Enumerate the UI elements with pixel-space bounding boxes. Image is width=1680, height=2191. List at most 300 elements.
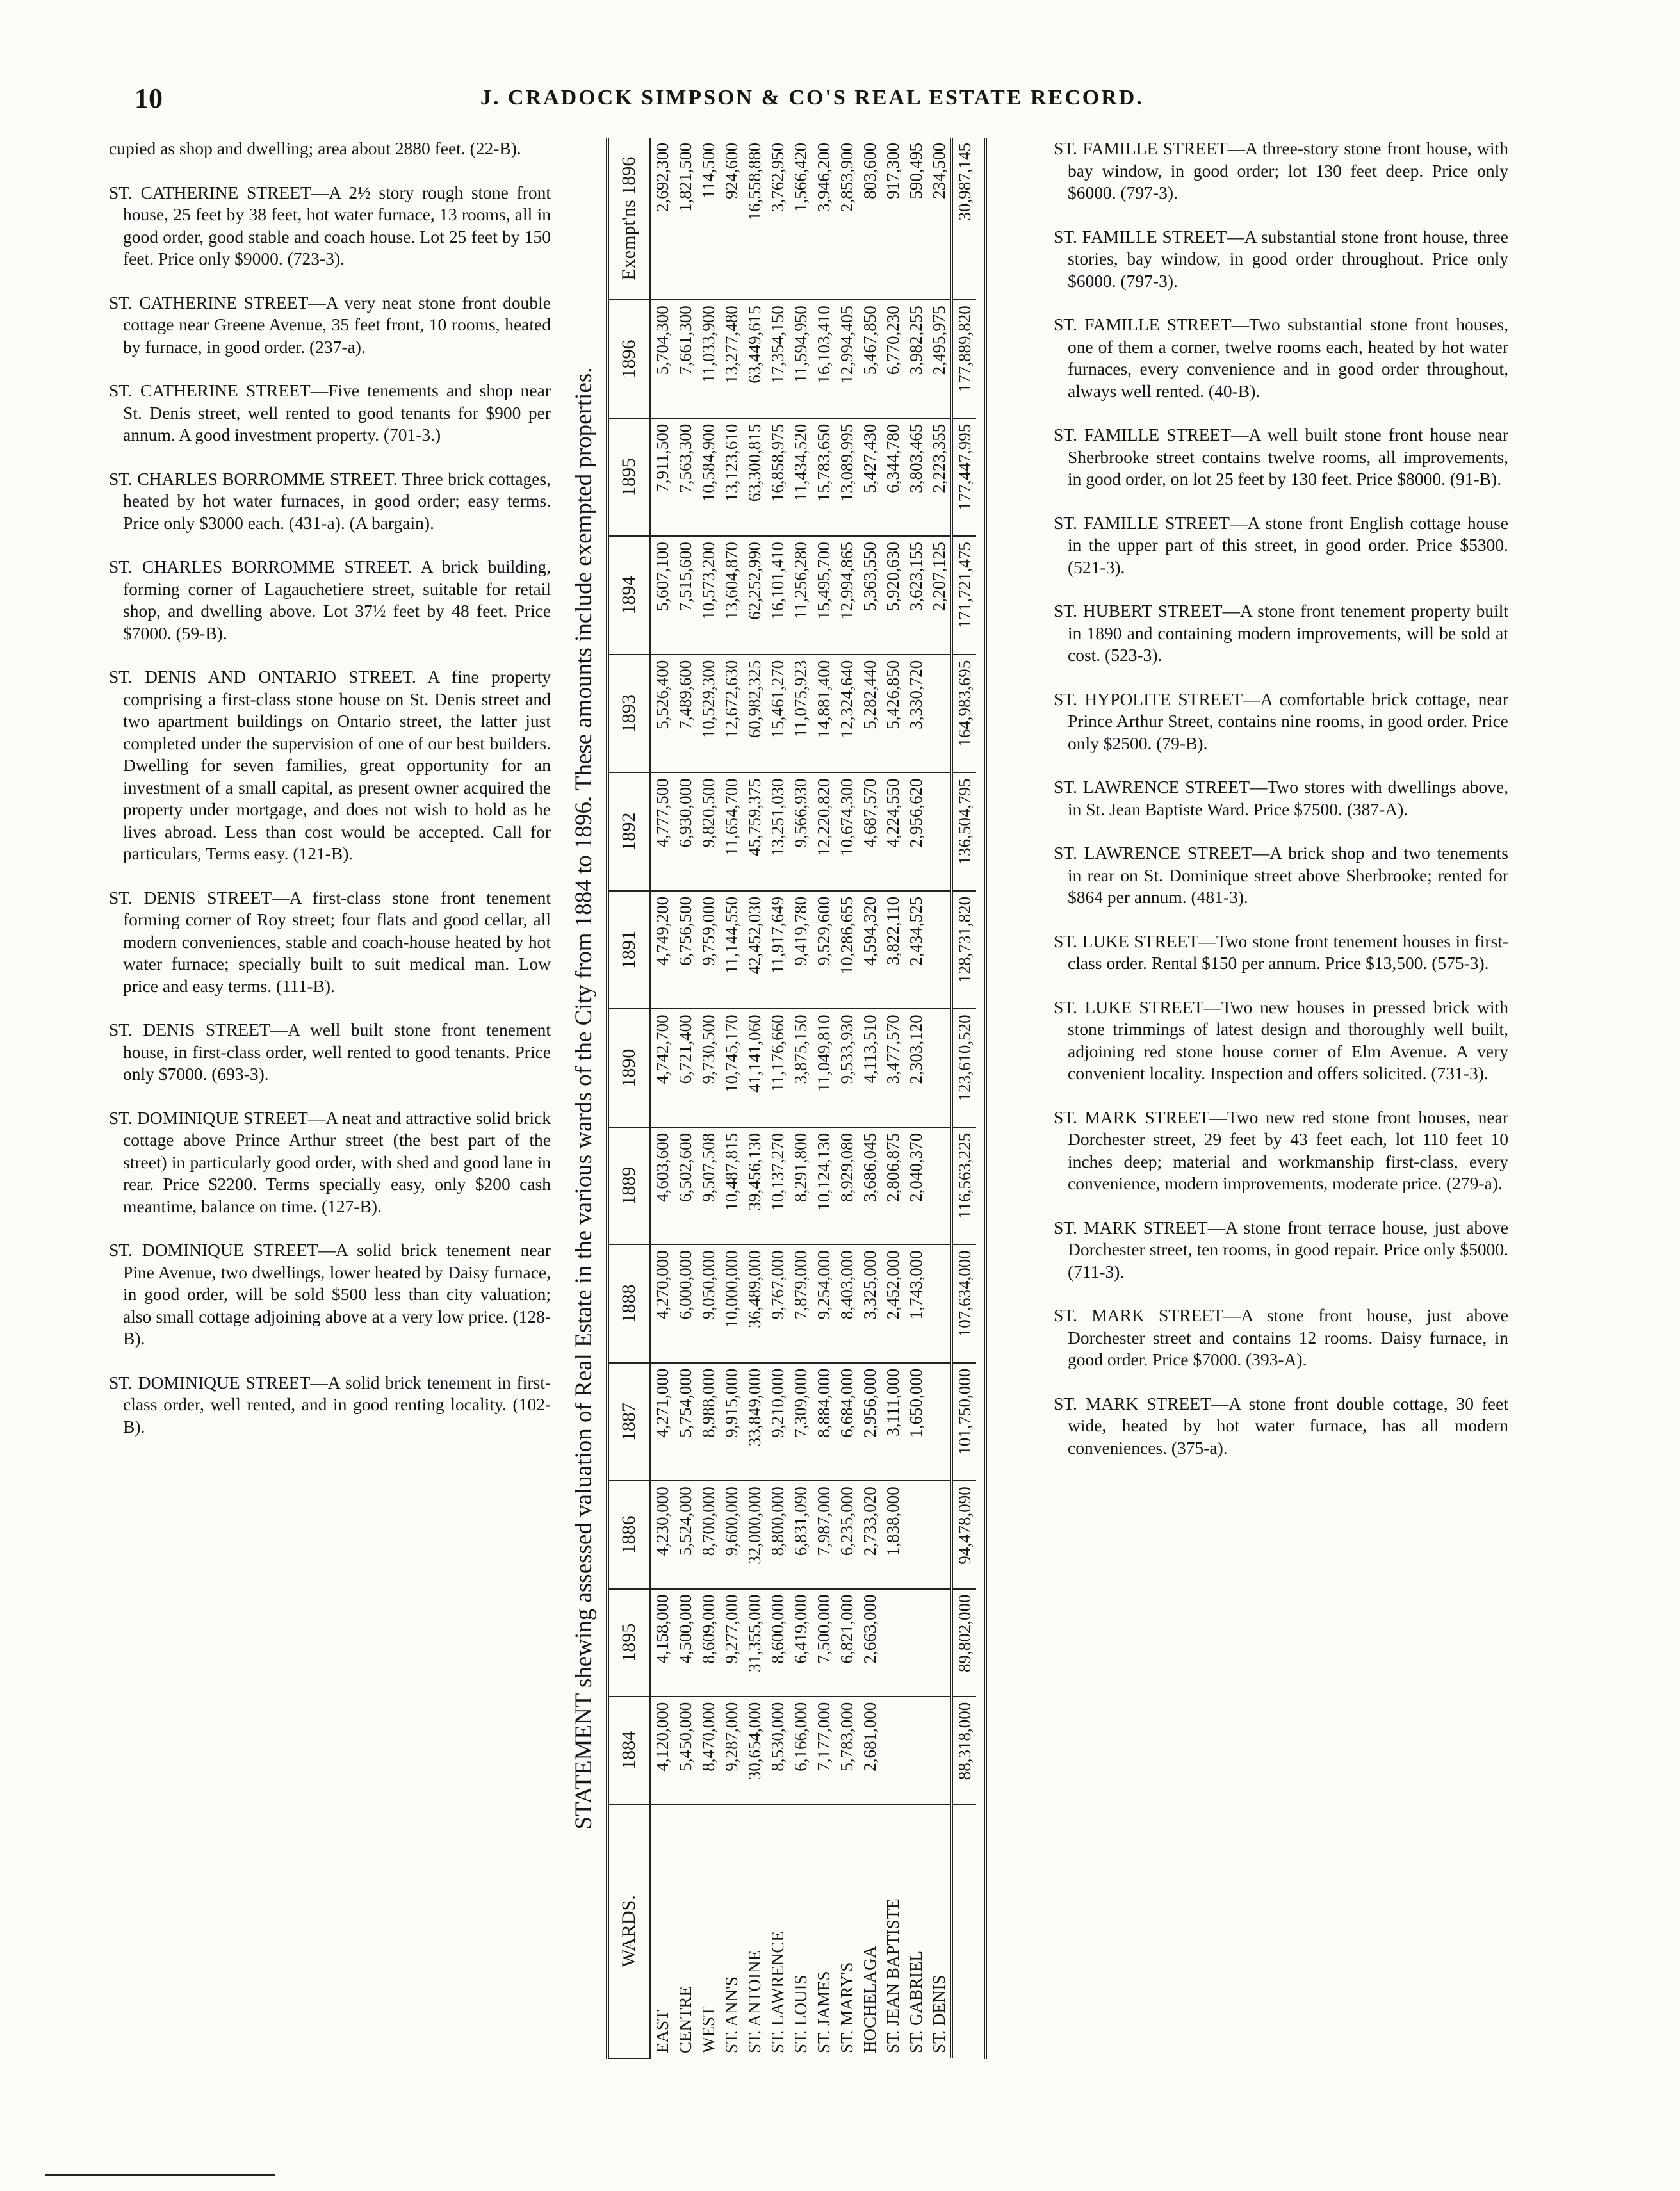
listing-text: —A solid brick tenement near Pine Avenue, two dwellings, lower heated by Daisy furnace, in good order, will be sold $500 less than city valuation; also small cottage adjoining above at a very low price. (128-B). [123, 1240, 551, 1348]
ward-name-cell: WEST [699, 2006, 718, 2053]
listing-street-name: ST. LUKE STREET [1054, 931, 1199, 951]
listing-street-name: ST. FAMILLE STREET [1054, 425, 1232, 444]
table-row [674, 138, 697, 2058]
valuation-cell: 2,853,900 [835, 138, 858, 300]
table-row [766, 138, 789, 2058]
table-row [858, 138, 881, 2058]
valuation-cell: 3,762,950 [766, 138, 789, 300]
listing-text: —A substantial stone front house, three stories, bay window, in good order throughout. Price only $6000. (797-3). [1068, 226, 1509, 291]
valuation-cell: 9,507,508 [697, 1127, 720, 1244]
listing-paragraph [1054, 512, 1508, 579]
valuation-cell: 9,759,000 [697, 891, 720, 1009]
valuation-cell [927, 1589, 952, 1697]
listing-text: —A stone front terrace house, just above Dorchester street, ten rooms, in good repair. Price only $5000. (711-3). [1068, 1217, 1508, 1282]
listing-street-name: ST. MARK STREET [1054, 1217, 1208, 1237]
valuation-cell: 3,686,045 [858, 1127, 881, 1244]
listing-street-name: ST. DOMINIQUE STREET [109, 1240, 318, 1260]
listing-paragraph [109, 380, 551, 446]
valuation-cell: 63,300,815 [743, 418, 766, 537]
year-column-header: 1888 [608, 1244, 650, 1363]
valuation-table-area [564, 138, 1025, 2059]
valuation-cell: 62,252,990 [743, 536, 766, 655]
valuation-cell: 12,994,865 [835, 536, 858, 655]
valuation-cell: 7,879,000 [789, 1244, 812, 1363]
valuation-cell: 6,721,400 [674, 1009, 697, 1127]
valuation-cell: 7,500,000 [812, 1589, 835, 1697]
valuation-cell [927, 772, 952, 891]
listing-text: —Five tenements and shop near St. Denis street, well rented to good tenants for $900 per annum. A good investment property. (701-3.) [123, 380, 551, 444]
valuation-cell: 15,461,270 [766, 655, 789, 773]
running-title: J. CRADOCK SIMPSON & CO'S REAL ESTATE RECORD. [480, 86, 1144, 110]
valuation-cell: 7,177,000 [812, 1697, 835, 1804]
footer-rule [45, 2174, 275, 2176]
ward-name-cell: EAST [653, 2010, 672, 2053]
listing-street-name: ST. CATHERINE STREET [109, 182, 311, 202]
valuation-cell: 4,158,000 [650, 1589, 674, 1697]
valuation-cell: 13,604,870 [720, 536, 743, 655]
listing-text: —Two stone front tenement houses in first-class order. Rental $150 per annum. Price $13,500. (575-3). [1068, 931, 1508, 973]
valuation-cell: 8,470,000 [697, 1697, 720, 1804]
valuation-cell: 4,777,500 [650, 772, 674, 891]
valuation-cell: 2,956,000 [858, 1363, 881, 1481]
valuation-cell: 2,207,125 [927, 536, 952, 655]
valuation-cell: 2,956,620 [904, 772, 927, 891]
valuation-cell: 6,166,000 [789, 1697, 812, 1804]
valuation-cell: 8,291,800 [789, 1127, 812, 1244]
listing-text: —A stone front English cottage house in the upper part of this street, in good order. Price $5300. (521-3). [1068, 512, 1509, 577]
valuation-cell: 11,434,520 [789, 418, 812, 537]
listing-paragraph [109, 468, 551, 535]
total-cell: 94,478,090 [952, 1481, 976, 1588]
valuation-cell: 8,929,080 [835, 1127, 858, 1244]
valuation-cell: 11,654,700 [720, 772, 743, 891]
total-cell: 171,721,475 [952, 536, 976, 655]
ward-name-cell: ST. ANN'S [722, 1976, 741, 2053]
valuation-cell: 39,456,130 [743, 1127, 766, 1244]
valuation-cell: 1,821,500 [674, 138, 697, 300]
valuation-cell: 2,223,355 [927, 418, 952, 537]
valuation-cell [904, 1481, 927, 1588]
valuation-cell: 4,594,320 [858, 891, 881, 1009]
year-column-header: 1887 [608, 1363, 650, 1481]
total-cell: 136,504,795 [952, 772, 976, 891]
valuation-cell [927, 655, 952, 773]
valuation-cell: 12,672,630 [720, 655, 743, 773]
valuation-cell: 4,603,600 [650, 1127, 674, 1244]
valuation-cell: 7,911,500 [650, 418, 674, 537]
valuation-cell: 4,742,700 [650, 1009, 674, 1127]
total-cell: 107,634,000 [952, 1244, 976, 1363]
listing-street-name: ST. MARK STREET [1054, 1305, 1223, 1325]
valuation-cell [927, 1363, 952, 1481]
listing-street-name: ST. LAWRENCE STREET [1054, 843, 1252, 863]
valuation-cell: 4,230,000 [650, 1481, 674, 1588]
ward-name-cell: ST. GABRIEL [906, 1951, 926, 2053]
listing-paragraph [109, 182, 551, 270]
valuation-cell: 6,235,000 [835, 1481, 858, 1588]
listing-paragraph [109, 1372, 551, 1438]
valuation-cell: 3,875,150 [789, 1009, 812, 1127]
total-cell: 89,802,000 [952, 1589, 976, 1697]
year-column-header: 1889 [608, 1127, 650, 1244]
valuation-cell: 9,210,000 [766, 1363, 789, 1481]
listing-paragraph [1054, 997, 1508, 1085]
listing-text: Three brick cottages, heated by hot water furnaces, in good order; easy terms. Price only $3000 each. (431-a). (A bargain). [123, 468, 551, 533]
valuation-cell: 10,529,300 [697, 655, 720, 773]
year-column-header: 1896 [608, 300, 650, 418]
valuation-cell [927, 1244, 952, 1363]
valuation-cell: 1,743,000 [904, 1244, 927, 1363]
valuation-cell: 7,515,600 [674, 536, 697, 655]
valuation-cell: 11,144,550 [720, 891, 743, 1009]
total-cell: 128,731,820 [952, 891, 976, 1009]
year-column-header: 1892 [608, 772, 650, 891]
valuation-cell: 114,500 [697, 138, 720, 300]
valuation-cell: 3,477,570 [881, 1009, 904, 1127]
valuation-cell [927, 891, 952, 1009]
valuation-cell: 9,050,000 [697, 1244, 720, 1363]
listing-paragraph [1054, 138, 1508, 204]
valuation-cell: 16,103,410 [812, 300, 835, 418]
valuation-cell: 2,452,000 [881, 1244, 904, 1363]
valuation-cell: 12,324,640 [835, 655, 858, 773]
valuation-cell: 6,930,000 [674, 772, 697, 891]
year-column-header: 1886 [608, 1481, 650, 1588]
table-row [812, 138, 835, 2058]
table-row [650, 138, 674, 2058]
valuation-cell: 2,692,300 [650, 138, 674, 300]
listing-text: —Two stores with dwellings above, in St. Jean Baptiste Ward. Price $7500. (387-A). [1068, 777, 1508, 819]
valuation-cell: 4,270,000 [650, 1244, 674, 1363]
valuation-cell: 10,584,900 [697, 418, 720, 537]
right-listings-column [1054, 138, 1508, 1481]
listing-text: —Two new houses in pressed brick with stone trimmings of latest design and thoroughly well built, adjoining red stone house corner of Elm Avenue. A very convenient locality. Inspection and offers solicited. (731-3). [1068, 997, 1508, 1083]
valuation-cell: 10,137,270 [766, 1127, 789, 1244]
valuation-cell: 4,749,200 [650, 891, 674, 1009]
table-row [789, 138, 812, 2058]
listing-paragraph [1054, 1107, 1508, 1195]
valuation-cell: 1,566,420 [789, 138, 812, 300]
listing-text: —Two new red stone front houses, near Dorchester street, 29 feet by 43 feet each, lot 110 feet 10 inches deep; material and workmanship first-class, every convenience, modern improvements, moderate price. (279-a). [1068, 1107, 1508, 1193]
valuation-cell: 6,684,000 [835, 1363, 858, 1481]
valuation-cell: 9,254,000 [812, 1244, 835, 1363]
valuation-cell: 5,783,000 [835, 1697, 858, 1804]
valuation-cell: 7,563,300 [674, 418, 697, 537]
table-row [881, 138, 904, 2058]
valuation-cell: 14,881,400 [812, 655, 835, 773]
valuation-cell: 9,419,780 [789, 891, 812, 1009]
total-cell: 88,318,000 [952, 1697, 976, 1804]
valuation-cell: 16,101,410 [766, 536, 789, 655]
page-number: 10 [135, 83, 163, 114]
ward-name-cell: CENTRE [676, 1986, 695, 2053]
valuation-cell: 924,600 [720, 138, 743, 300]
table-row [720, 138, 743, 2058]
table-row [927, 138, 952, 2058]
valuation-cell: 13,277,480 [720, 300, 743, 418]
valuation-cell: 2,434,525 [904, 891, 927, 1009]
valuation-cell: 5,607,100 [650, 536, 674, 655]
ward-name-cell: ST. JEAN BAPTISTE [883, 1898, 902, 2053]
valuation-cell: 13,089,995 [835, 418, 858, 537]
total-cell: 164,983,695 [952, 655, 976, 773]
valuation-cell: 4,271,000 [650, 1363, 674, 1481]
listing-paragraph [109, 292, 551, 359]
valuation-cell: 4,500,000 [674, 1589, 697, 1697]
year-column-header: 1894 [608, 536, 650, 655]
listing-street-name: ST. FAMILLE STREET [1054, 512, 1230, 533]
table-row [697, 138, 720, 2058]
valuation-cell: 3,822,110 [881, 891, 904, 1009]
valuation-cell: 9,287,000 [720, 1697, 743, 1804]
valuation-cell [881, 1697, 904, 1804]
valuation-cell: 7,661,300 [674, 300, 697, 418]
listing-text: —Two substantial stone front houses, one of them a corner, twelve rooms each, heated by hot water furnaces, every convenience and in good order throughout, always well rented. (40-B). [1068, 314, 1509, 401]
valuation-cell [881, 1589, 904, 1697]
listing-paragraph [1054, 688, 1508, 755]
valuation-cell: 917,300 [881, 138, 904, 300]
valuation-cell: 9,915,000 [720, 1363, 743, 1481]
valuation-cell: 1,650,000 [904, 1363, 927, 1481]
listing-street-name: ST. LUKE STREET [1054, 997, 1204, 1017]
valuation-table [608, 138, 976, 2059]
valuation-cell: 6,344,780 [881, 418, 904, 537]
wards-column-header: WARDS. [608, 1804, 650, 2058]
listing-street-name: ST. FAMILLE STREET [1054, 226, 1227, 247]
year-column-header: 1893 [608, 655, 650, 773]
valuation-cell: 3,623,155 [904, 536, 927, 655]
listing-paragraph [1054, 1217, 1508, 1283]
valuation-cell: 590,495 [904, 138, 927, 300]
valuation-cell: 12,994,405 [835, 300, 858, 418]
valuation-cell: 9,600,000 [720, 1481, 743, 1588]
valuation-cell: 8,403,000 [835, 1244, 858, 1363]
valuation-cell: 3,325,000 [858, 1244, 881, 1363]
valuation-cell: 1,838,000 [881, 1481, 904, 1588]
listing-text: —A brick shop and two tenements in rear on St. Dominique street above Sherbrooke; rented for $864 per annum. (481-3). [1068, 843, 1508, 907]
valuation-cell: 8,800,000 [766, 1481, 789, 1588]
valuation-cell: 3,330,720 [904, 655, 927, 773]
listing-paragraph [1054, 600, 1508, 667]
valuation-cell: 5,450,000 [674, 1697, 697, 1804]
listing-text: —A solid brick tenement in first-class order, well rented, and in good renting locality. (102-B). [123, 1372, 551, 1437]
valuation-cell: 6,502,600 [674, 1127, 697, 1244]
rotated-table-block [564, 138, 1025, 2059]
listing-paragraph [109, 138, 551, 160]
table-caption: STATEMENT shewing assessed valuation of Real Estate in the various wards of the City from 1884 to 1896. These amounts include exempted properties. [571, 367, 597, 1830]
listing-paragraph [1054, 424, 1508, 491]
listing-text: A brick building, forming corner of Lagauchetiere street, suitable for retail shop, and dwelling above. Lot 37½ feet by 48 feet. Price $7000. (59-B). [123, 557, 551, 643]
valuation-cell: 8,700,000 [697, 1481, 720, 1588]
valuation-cell: 5,282,440 [858, 655, 881, 773]
total-cell: 30,987,145 [952, 138, 976, 300]
listing-street-name: ST. MARK STREET [1054, 1107, 1210, 1127]
valuation-cell: 5,526,400 [650, 655, 674, 773]
valuation-cell: 10,000,000 [720, 1244, 743, 1363]
valuation-cell: 10,573,200 [697, 536, 720, 655]
valuation-cell: 11,917,649 [766, 891, 789, 1009]
valuation-cell [904, 1697, 927, 1804]
total-cell: 177,889,820 [952, 300, 976, 418]
totals-row [952, 138, 976, 2058]
valuation-cell [904, 1589, 927, 1697]
valuation-cell: 4,113,510 [858, 1009, 881, 1127]
valuation-cell: 9,767,000 [766, 1244, 789, 1363]
valuation-cell [927, 1127, 952, 1244]
listing-street-name: ST. CHARLES BORROMME STREET. [109, 468, 398, 489]
valuation-cell: 5,920,630 [881, 536, 904, 655]
valuation-cell: 9,820,500 [697, 772, 720, 891]
valuation-cell: 10,487,815 [720, 1127, 743, 1244]
valuation-cell: 15,495,700 [812, 536, 835, 655]
listing-text: —A well built stone front house near Sherbrooke street contains twelve rooms, all improvements, in good order, on lot 25 feet by 130 feet. Price $8000. (91-B). [1068, 425, 1509, 489]
valuation-cell: 11,075,923 [789, 655, 812, 773]
listing-text: —A stone front house, just above Dorchester street and contains 12 rooms. Daisy furnace, in good order. Price $7000. (393-A). [1068, 1305, 1508, 1369]
valuation-cell: 3,982,255 [904, 300, 927, 418]
valuation-cell: 36,489,000 [743, 1244, 766, 1363]
valuation-cell [927, 1697, 952, 1804]
ward-name-cell: ST. LOUIS [791, 1975, 810, 2053]
valuation-cell: 2,663,000 [858, 1589, 881, 1697]
valuation-cell: 5,427,430 [858, 418, 881, 537]
listing-street-name: ST. MARK STREET [1054, 1393, 1211, 1413]
valuation-cell: 11,049,810 [812, 1009, 835, 1127]
table-header-row [608, 138, 650, 2058]
listing-street-name: ST. CATHERINE STREET [109, 380, 311, 400]
valuation-cell: 5,363,550 [858, 536, 881, 655]
ward-name-cell: HOCHELAGA [860, 1946, 879, 2053]
valuation-cell: 45,759,375 [743, 772, 766, 891]
valuation-cell: 60,982,325 [743, 655, 766, 773]
total-cell: 101,750,000 [952, 1363, 976, 1481]
page-header [135, 82, 1159, 120]
valuation-cell: 2,681,000 [858, 1697, 881, 1804]
ward-name-cell: ST. DENIS [929, 1975, 949, 2053]
listing-street-name: ST. DENIS STREET [109, 1020, 270, 1039]
listing-text: —A very neat stone front double cottage near Greene Avenue, 35 feet front, 10 rooms, heated by furnace, in good order. (237-a). [123, 292, 551, 357]
valuation-cell: 6,000,000 [674, 1244, 697, 1363]
listing-paragraph [109, 556, 551, 644]
valuation-cell: 3,111,000 [881, 1363, 904, 1481]
valuation-cell: 11,176,660 [766, 1009, 789, 1127]
total-cell: 177,447,995 [952, 418, 976, 537]
valuation-cell [927, 1481, 952, 1588]
total-cell: 123,610,520 [952, 1009, 976, 1127]
listing-street-name: ST. DOMINIQUE STREET [109, 1107, 308, 1128]
valuation-cell [927, 1009, 952, 1127]
valuation-cell: 11,594,950 [789, 300, 812, 418]
valuation-cell: 42,452,030 [743, 891, 766, 1009]
listing-street-name: ST. FAMILLE STREET [1054, 314, 1232, 334]
total-cell [952, 1804, 976, 2058]
valuation-cell: 31,355,000 [743, 1589, 766, 1697]
year-column-header: 1895 [608, 418, 650, 537]
listing-paragraph [1054, 314, 1508, 402]
valuation-cell: 6,756,500 [674, 891, 697, 1009]
listing-street-name: ST. HYPOLITE STREET [1054, 688, 1243, 709]
valuation-cell: 8,988,000 [697, 1363, 720, 1481]
valuation-cell: 5,704,300 [650, 300, 674, 418]
valuation-cell: 3,803,465 [904, 418, 927, 537]
listing-text: —A first-class stone front tenement forming corner of Roy street; four flats and good cellar, all modern conveniences, stable and coach-house heated by hot water furnace; specially built to suit medical man. Low price and easy terms. (111-B). [123, 887, 551, 996]
ward-name-cell: ST. LAWRENCE [768, 1931, 787, 2053]
valuation-cell: 6,831,090 [789, 1481, 812, 1588]
listing-text: —A 2½ story rough stone front house, 25 feet by 38 feet, hot water furnace, 13 rooms, all in good order, good stable and coach house. Lot 25 feet by 150 feet. Price only $9000. (723-3). [123, 182, 551, 268]
valuation-cell: 4,687,570 [858, 772, 881, 891]
valuation-cell: 11,033,900 [697, 300, 720, 418]
valuation-cell: 12,220,820 [812, 772, 835, 891]
valuation-cell: 3,946,200 [812, 138, 835, 300]
listing-paragraph [1054, 1393, 1508, 1460]
valuation-cell: 13,123,610 [720, 418, 743, 537]
valuation-cell: 30,654,000 [743, 1697, 766, 1804]
valuation-cell: 10,745,170 [720, 1009, 743, 1127]
valuation-cell: 13,251,030 [766, 772, 789, 891]
listing-text: —A stone front double cottage, 30 feet wide, heated by hot water furnace, has all modern conveniences. (375-a). [1068, 1393, 1508, 1458]
valuation-cell: 9,566,930 [789, 772, 812, 891]
listing-paragraph [109, 1239, 551, 1350]
year-column-header: 1895 [608, 1589, 650, 1697]
year-column-header: 1884 [608, 1697, 650, 1804]
valuation-cell: 8,600,000 [766, 1589, 789, 1697]
table-row [835, 138, 858, 2058]
valuation-cell: 5,524,000 [674, 1481, 697, 1588]
listing-paragraph [1054, 1305, 1508, 1371]
valuation-cell: 9,730,500 [697, 1009, 720, 1127]
valuation-cell: 6,770,230 [881, 300, 904, 418]
valuation-cell: 15,783,650 [812, 418, 835, 537]
listing-paragraph [109, 1107, 551, 1218]
valuation-cell: 9,277,000 [720, 1589, 743, 1697]
valuation-cell: 9,533,930 [835, 1009, 858, 1127]
valuation-cell: 2,303,120 [904, 1009, 927, 1127]
table-row [743, 138, 766, 2058]
valuation-cell: 16,858,975 [766, 418, 789, 537]
valuation-cell: 16,558,880 [743, 138, 766, 300]
listing-street-name: ST. DENIS AND ONTARIO STREET. [109, 667, 416, 687]
listing-text: —A neat and attractive solid brick cottage above Prince Arthur street (the best part of the street) in particularly good order, with shed and good lane in rear. Price $2200. Terms specially easy, only $200 cash meantime, balance on time. (127-B). [123, 1107, 551, 1216]
listing-paragraph [109, 666, 551, 865]
left-listings-column [109, 138, 551, 1460]
listing-paragraph [1054, 931, 1508, 975]
valuation-cell: 6,821,000 [835, 1589, 858, 1697]
valuation-cell: 17,354,150 [766, 300, 789, 418]
valuation-cell: 2,495,975 [927, 300, 952, 418]
valuation-cell: 2,733,020 [858, 1481, 881, 1588]
listing-text: A fine property comprising a first-class stone house on St. Denis street and two apartment buildings on Ontario street, the latter just completed under the supervision of one of our best builders. Dwelling for seven families, great opportunity for an investment of a small capital, as present owner acquired the property under mortgage, and does not wish to hold as he lives abroad. Less than cost would be accepted. Call for particulars, Terms easy. (121-B). [123, 667, 551, 863]
listing-street-name: ST. FAMILLE STREET [1054, 138, 1228, 158]
listing-street-name: ST. HUBERT STREET [1054, 601, 1223, 621]
valuation-cell: 5,467,850 [858, 300, 881, 418]
listing-street-name: ST. CATHERINE STREET [109, 292, 309, 313]
listing-text: —A comfortable brick cottage, near Prince Arthur Street, contains nine rooms, in good order. Price only $2500. (79-B). [1068, 688, 1508, 753]
valuation-cell: 9,529,600 [812, 891, 835, 1009]
listing-text: —A three-story stone front house, with bay window, in good order; lot 130 feet deep. Price only $6000. (797-3). [1068, 138, 1508, 202]
valuation-cell: 7,309,000 [789, 1363, 812, 1481]
valuation-cell: 7,489,600 [674, 655, 697, 773]
listing-text: —A stone front tenement property built in 1890 and containing modern improvements, will be sold at cost. (523-3). [1068, 601, 1508, 665]
ward-name-cell: ST. JAMES [814, 1971, 833, 2053]
listing-paragraph [1054, 226, 1508, 293]
valuation-cell: 2,806,875 [881, 1127, 904, 1244]
listing-paragraph [1054, 776, 1508, 820]
table-row [904, 138, 927, 2058]
listing-text: —A well built stone front tenement house, in first-class order, well rented to good tenants. Price only $7000. (693-3). [123, 1020, 551, 1084]
listing-street-name: ST. DENIS STREET [109, 887, 272, 908]
valuation-cell: 10,674,300 [835, 772, 858, 891]
valuation-cell: 234,500 [927, 138, 952, 300]
valuation-cell: 41,141,060 [743, 1009, 766, 1127]
